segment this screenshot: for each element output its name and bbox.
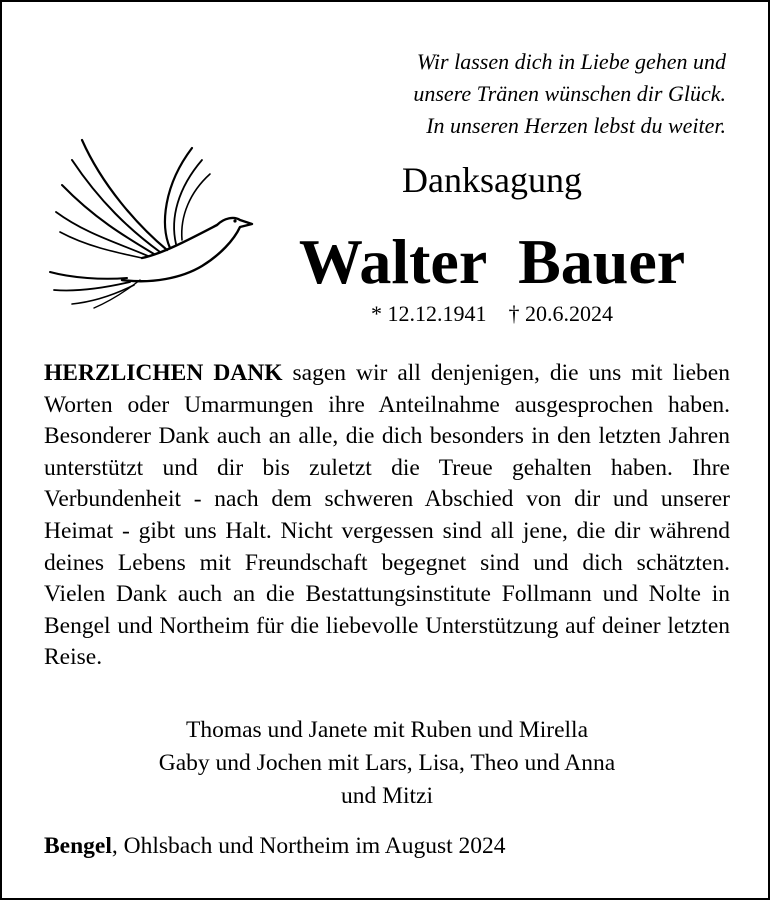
family-line: und Mitzi [340, 783, 434, 809]
message-text: sagen wir all denjenigen, die uns mit lieben Worten oder Umarmungen ihre Anteilnahme ausgesprochen haben. Besonderer Dank auch an alle, die dich besonders in den letzten Jahren unterstützt und dir bis zuletzt die Treue gehalten haben. Ihre Verbundenheit - nach dem schweren Abschied von dir und unserer Heimat - gibt uns Halt. Nicht vergessen sind all jene, die dir während deines Lebens mit Freundschaft begegnet sind und dich schätzten. Vielen Dank auch an die Bestattungsinstitute Follmann und Nolte in Bengel und Northeim für die liebevolle Unterstützung auf deiner letzten Reise. [44, 360, 730, 671]
message-paragraph [44, 358, 730, 674]
heading: Danksagung [402, 160, 582, 200]
message-lead: HERZLICHEN DANK [44, 360, 283, 386]
poem-line: unsere Tränen wünschen dir Glück. [413, 81, 726, 106]
family-line: Gaby und Jochen mit Lars, Lisa, Theo und Anna [158, 750, 616, 776]
poem [246, 46, 726, 142]
family-line: Thomas und Janete mit Ruben und Mirella [185, 717, 589, 743]
poem-line: Wir lassen dich in Liebe gehen und [416, 49, 726, 74]
poem-line: In unseren Herzen lebst du weiter. [426, 113, 726, 138]
dove-icon [42, 130, 257, 310]
deceased-name: Walter Bauer [298, 226, 686, 297]
family-signatures [44, 714, 730, 813]
place-rest: , Ohlsbach und Northeim im August 2024 [111, 833, 506, 859]
life-dates: * 12.12.1941 † 20.6.2024 [371, 301, 613, 326]
place-city: Bengel [44, 833, 112, 859]
place-date-line [44, 830, 730, 862]
